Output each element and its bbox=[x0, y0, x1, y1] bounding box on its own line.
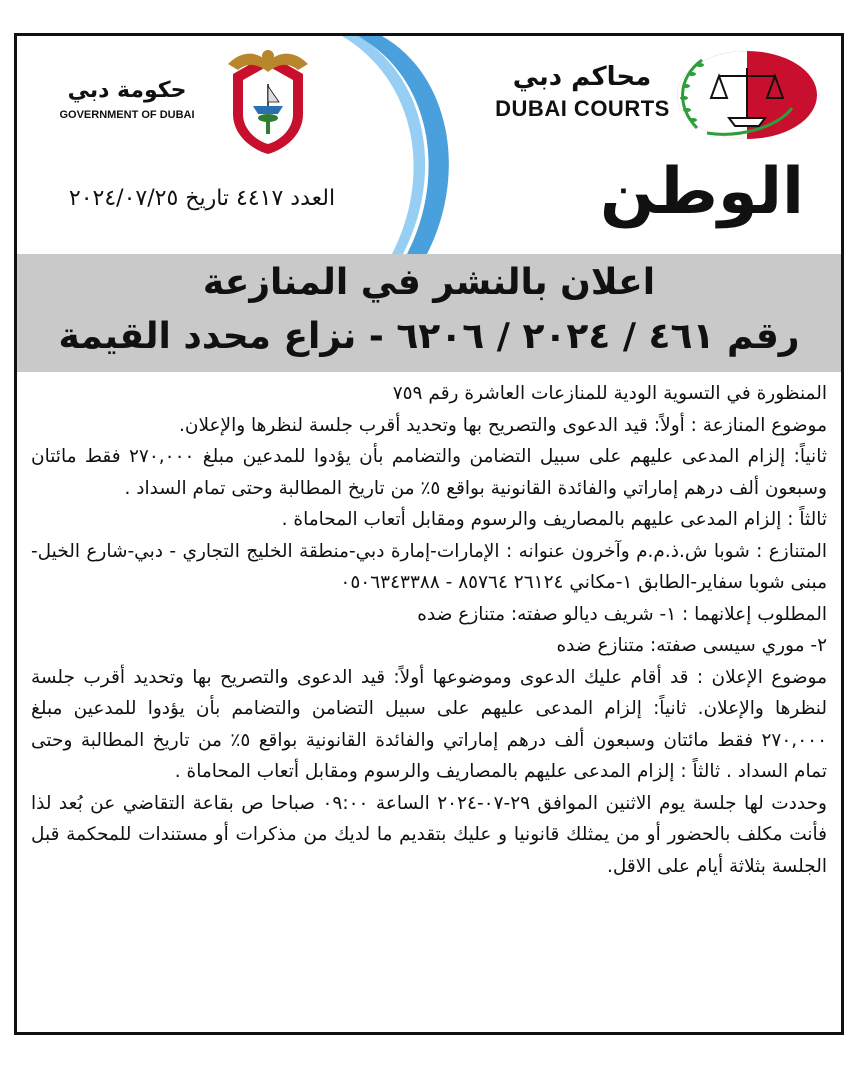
case-number: رقم ٤٦١ / ٢٠٢٤ / ٦٢٠٦ - نزاع محدد القيمة bbox=[58, 316, 800, 357]
newspaper-name: الوطن bbox=[600, 155, 804, 229]
paragraph: المتنازع : شوبا ش.ذ.م.م وآخرون عنوانه : الإمارات-إمارة دبي-منطقة الخليج التجاري - دبي-شارع الخيل-مبنى شوبا سفاير-الطابق ١-مكاني ٢٦١٢٤ ٨٥٧٦٤ - ٠٥٠٦٣٤٣٣٨٨ bbox=[31, 540, 827, 593]
notice-body bbox=[31, 378, 827, 882]
court-name-ar: محاكم دبي bbox=[512, 62, 652, 92]
court-name-en: DUBAI COURTS bbox=[495, 96, 670, 121]
swoosh-decoration bbox=[337, 36, 457, 254]
paragraph: ثانياً: إلزام المدعى عليهم على سبيل التضامن والتضامم بأن يؤدوا للمدعين مبلغ ٢٧٠,٠٠٠ فقط مائتان وسبعون ألف درهم إماراتي والفائدة القانونية بواقع ٥٪ من تاريخ المطالبة وحتى تمام السداد . bbox=[31, 446, 827, 499]
paragraph: ٢- موري سيسى صفته: متنازع ضده bbox=[556, 635, 827, 656]
paragraph: المطلوب إعلانهما : ١- شريف ديالو صفته: متنازع ضده bbox=[417, 603, 827, 625]
notice-title-band bbox=[17, 254, 841, 372]
paragraph: ثالثاً : إلزام المدعى عليهم بالمصاريف والرسوم ومقابل أتعاب المحاماة . bbox=[281, 509, 827, 530]
header bbox=[17, 36, 841, 254]
paragraph: وحددت لها جلسة يوم الاثنين الموافق ٢٩-٠٧-٢٠٢٤ الساعة ٠٩:٠٠ صباحا ص بقاعة التقاضي عن بُعد لذا فأنت مكلف بالحضور أو من يمثلك قانونيا و عليك بتقديم ما لديك من مذكرات أو مستندات للمحكمة قبل الجلسة بثلاثة أيام على الاقل. bbox=[31, 792, 827, 877]
government-emblem-icon bbox=[213, 44, 323, 156]
notice-title: اعلان بالنشر في المنازعة bbox=[202, 262, 656, 303]
dubai-courts-logo-icon bbox=[667, 48, 817, 143]
issue-number-date: العدد ٤٤١٧ تاريخ ٢٠٢٤/٠٧/٢٥ bbox=[68, 186, 336, 211]
notice-frame bbox=[14, 33, 844, 1035]
paragraph: موضوع المنازعة : أولاً: قيد الدعوى والتصريح بها وتحديد أقرب جلسة لنظرها والإعلان. bbox=[178, 414, 827, 436]
paragraph: المنظورة في التسوية الودية للمنازعات العاشرة رقم ٧٥٩ bbox=[392, 383, 827, 404]
government-name-en: GOVERNMENT OF DUBAI bbox=[59, 109, 195, 121]
paragraph: موضوع الإعلان : قد أقام عليك الدعوى وموضوعها أولاً: قيد الدعوى والتصريح بها وتحديد أقرب جلسة لنظرها والإعلان. ثانياً: إلزام المدعى عليهم على سبيل التضامن والتضامم بأن يؤدوا للمدعين مبلغ ٢٧٠,٠٠٠ فقط مائتان وسبعون ألف درهم إماراتي والفائدة القانونية بواقع ٥٪ من تاريخ المطالبة وحتى تمام السداد . ثالثاً : إلزام المدعى عليهم بالمصاريف والرسوم ومقابل أتعاب المحاماة . bbox=[31, 666, 827, 782]
government-name-ar: حكومة دبي bbox=[67, 78, 187, 103]
